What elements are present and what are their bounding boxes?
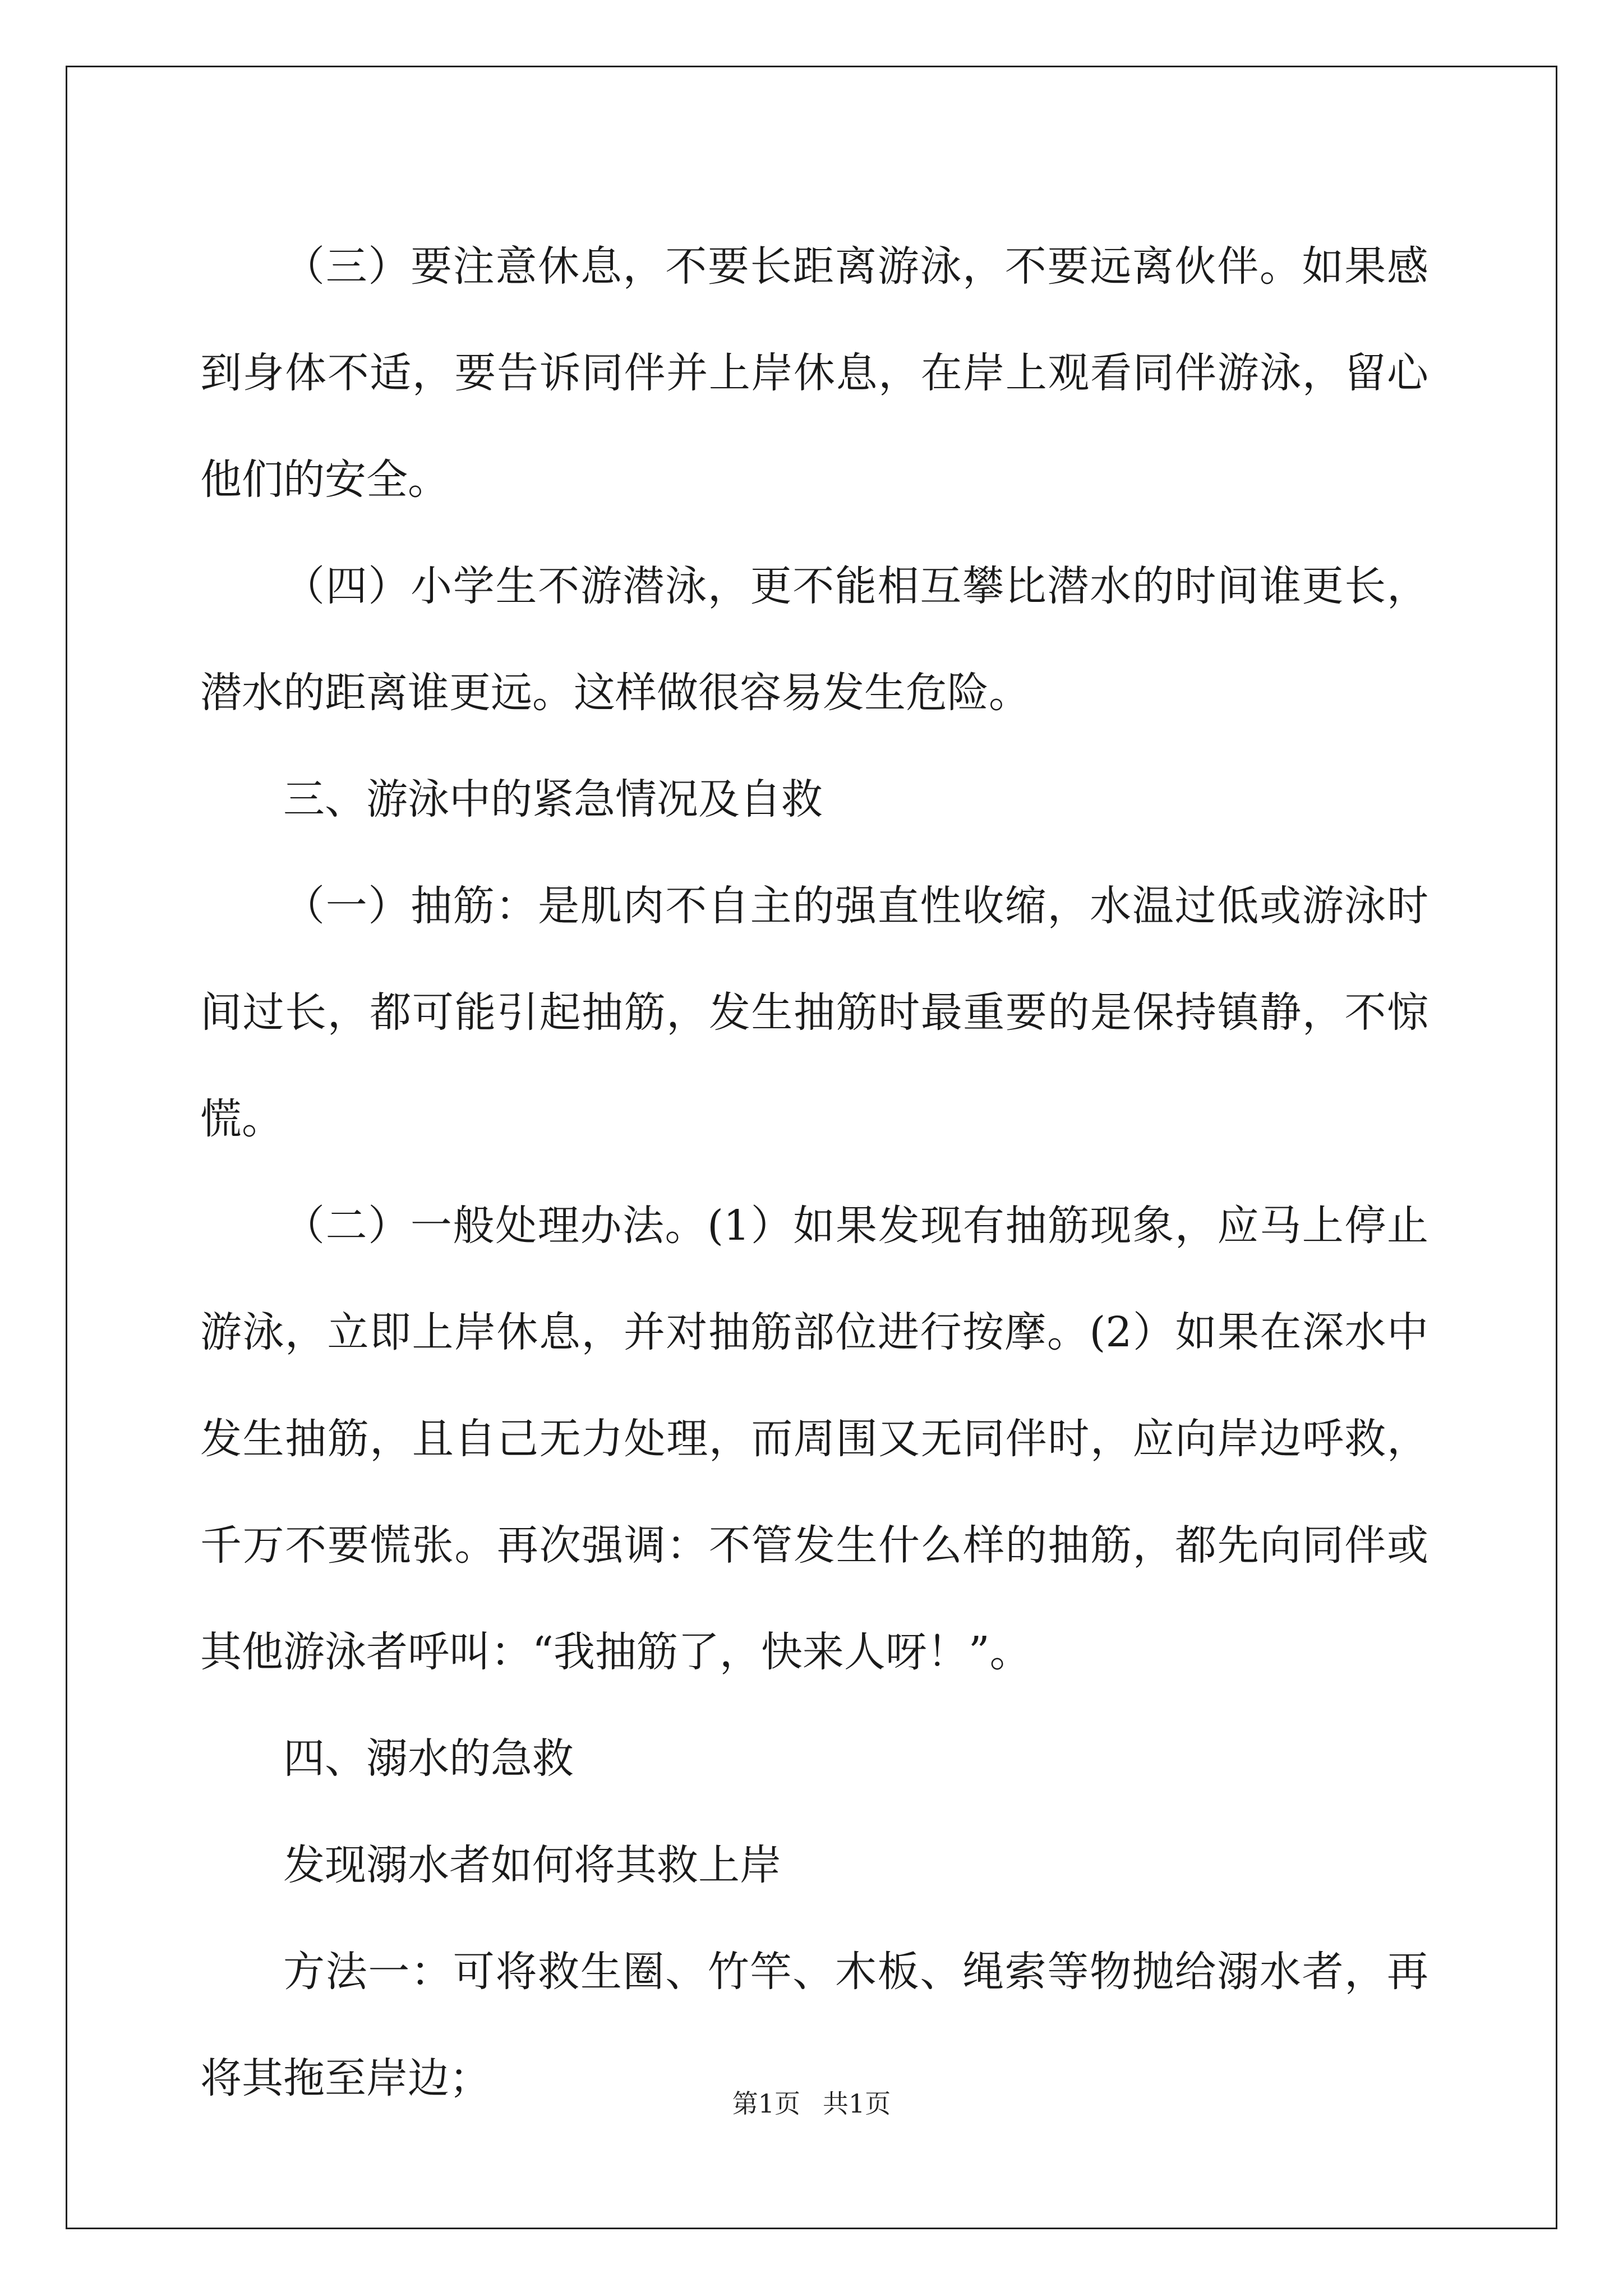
section-heading-drowning: 四、溺水的急救 [283, 1734, 574, 1783]
page-total: 共1页 [823, 2088, 891, 2119]
section-heading-emergency: 三、游泳中的紧急情况及自救 [283, 775, 823, 823]
paragraph-cramp-handling: （二）一般处理办法。(1）如果发现有抽筋现象，应马上停止游泳，立即上岸休息，并对抽筋部位进行按摩。(2）如果在深水中发生抽筋，且自己无力处理，而周围又无同伴时，应向岸边呼救，千万不要慌张。再次强调：不管发生什么样的抽筋，都先向同伴或其他游泳者呼叫：“我抽筋了，快来人呀！”。 [200, 1202, 1428, 1676]
document-body [200, 213, 1428, 2132]
paragraph-rest-safety: （三）要注意休息，不要长距离游泳，不要远离伙伴。如果感到身体不适，要告诉同伴并上岸休息，在岸上观看同伴游泳，留心他们的安全。 [200, 242, 1428, 504]
page-footer [0, 2087, 1623, 2120]
paragraph-rescue-method-one: 方法一：可将救生圈、竹竿、木板、绳索等物抛给溺水者，再将其拖至岸边； [200, 1948, 1428, 2102]
page-number: 第1页 [732, 2088, 800, 2119]
paragraph-no-diving: （四）小学生不游潜泳，更不能相互攀比潜水的时间谁更长，潜水的距离谁更远。这样做很容易发生危险。 [200, 562, 1428, 717]
paragraph-rescue-intro: 发现溺水者如何将其救上岸 [283, 1841, 781, 1889]
paragraph-cramp: （一）抽筋：是肌肉不自主的强直性收缩，水温过低或游泳时间过长，都可能引起抽筋，发生抽筋时最重要的是保持镇静，不惊慌。 [200, 882, 1428, 1143]
